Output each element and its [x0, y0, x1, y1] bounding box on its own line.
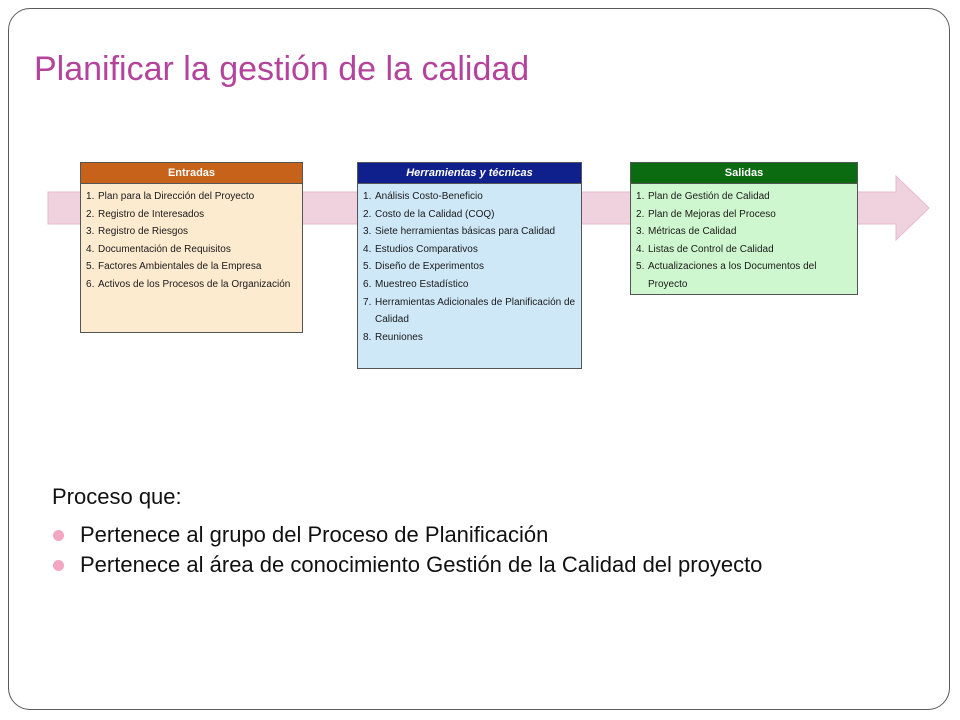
process-bullets [52, 520, 932, 580]
tools-header: Herramientas y técnicas [358, 163, 581, 184]
tools-item: Estudios Comparativos [375, 243, 478, 255]
inputs-list [81, 184, 302, 294]
tools-item: Muestreo Estadístico [375, 278, 469, 290]
outputs-item: Métricas de Calidad [648, 226, 737, 238]
slide-title: Planificar la gestión de la calidad [34, 50, 530, 88]
outputs-list [631, 184, 857, 294]
tools-item: Análisis Costo-Beneficio [375, 191, 483, 202]
inputs-item: Plan para la Dirección del Proyecto [98, 191, 255, 202]
process-description [52, 484, 932, 580]
bullet-text: Pertenece al área de conocimiento Gestión de la Calidad del proyecto [80, 552, 763, 577]
outputs-item: Plan de Mejoras del Proceso [648, 208, 776, 220]
inputs-header: Entradas [81, 163, 302, 184]
bullet-item [52, 550, 932, 580]
inputs-item: Factores Ambientales de la Empresa [98, 261, 262, 273]
outputs-item: Plan de Gestión de Calidad [648, 191, 770, 202]
outputs-item: Listas de Control de Calidad [648, 243, 774, 255]
tools-item: Siete herramientas básicas para Calidad [375, 226, 556, 238]
tools-item: Reuniones [375, 331, 423, 343]
inputs-box [80, 162, 303, 333]
outputs-header: Salidas [631, 163, 857, 184]
inputs-item: Registro de Riesgos [98, 226, 189, 238]
tools-box [357, 162, 582, 369]
bullet-dot-icon [53, 560, 64, 571]
tools-list [358, 184, 581, 346]
outputs-box [630, 162, 858, 295]
outputs-item: Actualizaciones a los Documentos del Proyecto [648, 261, 817, 290]
tools-item: Diseño de Experimentos [375, 261, 484, 273]
inputs-item: Registro de Interesados [98, 208, 205, 220]
tools-item: Costo de la Calidad (COQ) [375, 208, 495, 220]
tools-item: Herramientas Adicionales de Planificación de Calidad [375, 296, 576, 326]
bullet-dot-icon [53, 530, 64, 541]
inputs-item: Activos de los Procesos de la Organización [98, 278, 291, 290]
bullet-text: Pertenece al grupo del Proceso de Planificación [80, 522, 549, 547]
inputs-item: Documentación de Requisitos [98, 243, 231, 255]
bullet-item [52, 520, 932, 550]
process-intro: Proceso que: [52, 484, 182, 509]
